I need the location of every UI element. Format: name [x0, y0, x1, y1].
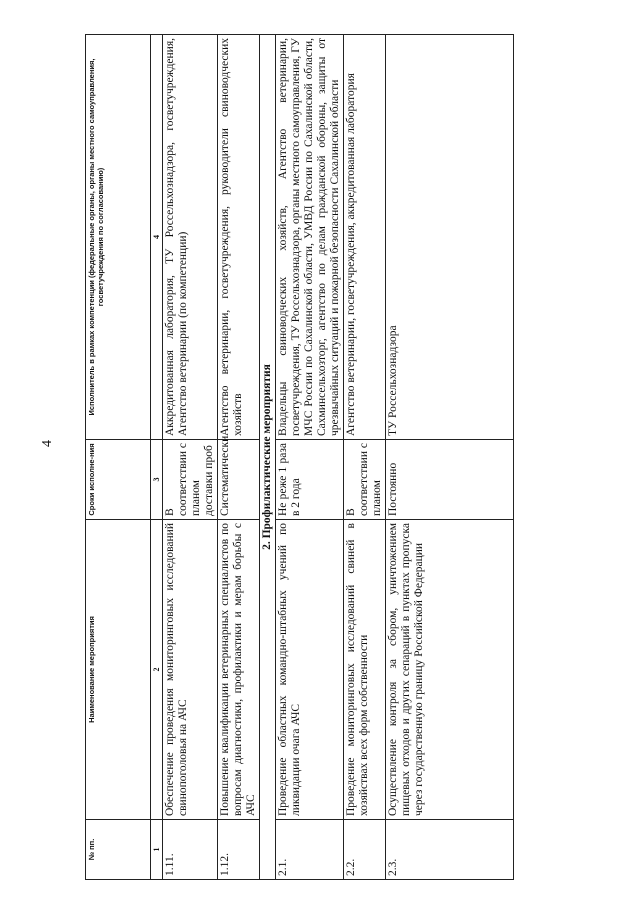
row-term: Систематически	[218, 440, 260, 520]
row-number: 2.1.	[276, 820, 344, 880]
col-number: 3	[151, 440, 163, 520]
table-row	[344, 35, 386, 880]
col-number: 2	[151, 520, 163, 820]
table-row	[276, 35, 344, 880]
row-executor: Агентство ветеринарии, госветучреждения, аккредитованная лаборатория	[344, 35, 386, 440]
column-number-row	[151, 35, 163, 880]
row-executor: Владельцы свиноводческих хозяйств, Агентство ветеринарии, госветучреждения, ТУ Россельхознадзора, органы местного самоуправления, ГУ МЧС России по Сахалинской области, УМВД России по Сахалинской области, Сахминсельхозторг, агентство по делам гражданской обороны, защиты от чрезвычайных ситуаций и пожарной безопасности Сахалинской области	[276, 35, 344, 440]
section-header-row	[260, 35, 276, 880]
row-term: В соответствии с планом	[344, 440, 386, 520]
section-title: 2. Профилактические мероприятия	[260, 35, 276, 880]
measures-table	[85, 34, 514, 880]
header-name: Наименование мероприятия	[86, 520, 151, 820]
col-number: 1	[151, 820, 163, 880]
row-number: 1.12.	[218, 820, 260, 880]
row-name: Обеспечение проведения мониторинговых исследований свинопоголовья на АЧС	[163, 520, 218, 820]
row-name: Проведение областных командно-штабных учений по ликвидации очага АЧС	[276, 520, 344, 820]
row-executor: Агентство ветеринарии, госветучреждения, руководители свиноводческих хозяйств	[218, 35, 260, 440]
row-executor: ТУ Россельхознадзора	[386, 35, 514, 440]
header-executor: Исполнитель в рамках компетенции (федеральные органы, органы местного самоуправления, госветучреждения по согласованию)	[86, 35, 151, 440]
table-header-row	[86, 35, 151, 880]
row-term: Не реже 1 раза в 2 года	[276, 440, 344, 520]
page-number: 4	[40, 440, 55, 447]
row-number: 1.11.	[163, 820, 218, 880]
table-row	[386, 35, 514, 880]
row-name: Повышение квалификации ветеринарных специалистов по вопросам диагностики, профилактики и мерам борьбы с АЧС	[218, 520, 260, 820]
header-term: Сроки исполне-ния	[86, 440, 151, 520]
header-number: № пп.	[86, 820, 151, 880]
row-name: Осуществление контроля за сбором, уничтожением пищевых отходов и других сепараций в пунктах пропуска через государственную границу Российской Федерации	[386, 520, 514, 820]
table-row	[163, 35, 218, 880]
row-term: В соответствии с планом доставки проб	[163, 440, 218, 520]
col-number: 4	[151, 35, 163, 440]
table-row	[218, 35, 260, 880]
row-term: Постоянно	[386, 440, 514, 520]
row-number: 2.3.	[386, 820, 514, 880]
row-executor: Аккредитованная лаборатория, ТУ Россельхознадзора, госветучреждения, Агентство ветеринарии (по компетенции)	[163, 35, 218, 440]
row-name: Проведение мониторинговых исследований свиней в хозяйствах всех форм собственности	[344, 520, 386, 820]
row-number: 2.2.	[344, 820, 386, 880]
